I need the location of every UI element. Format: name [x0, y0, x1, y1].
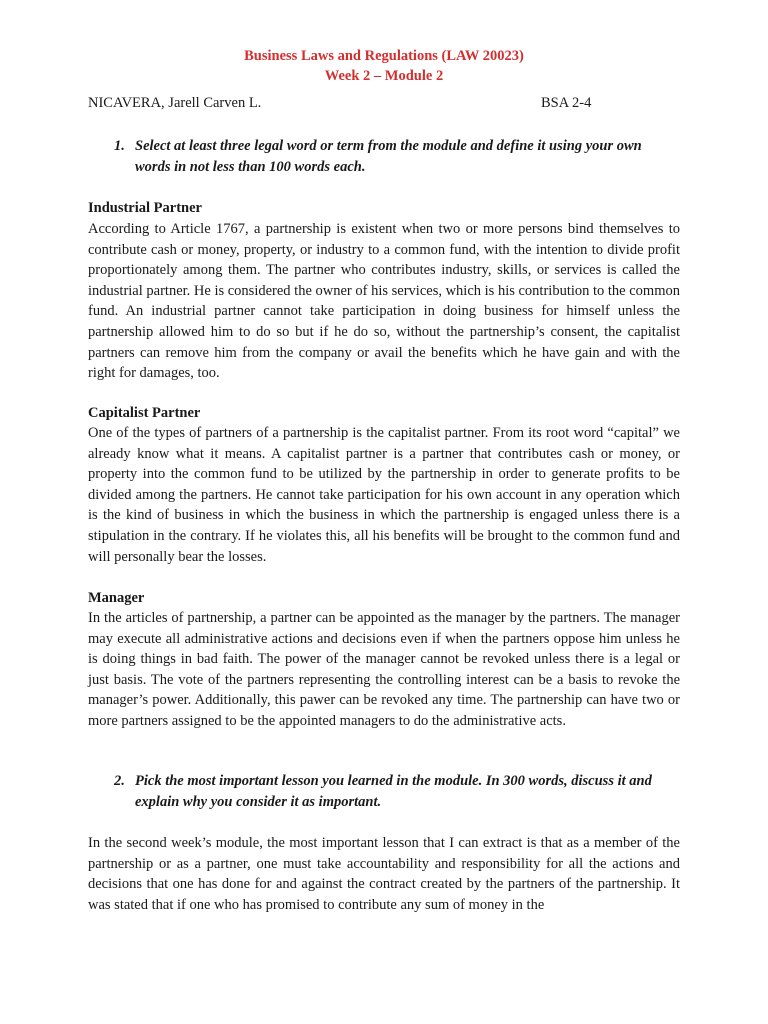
- question-2: [88, 771, 680, 813]
- student-name: NICAVERA, Jarell Carven L.: [88, 95, 262, 111]
- question-text: Select at least three legal word or term from the module and define it using your own words in not less than 100 words each.: [135, 138, 642, 175]
- question-number: 1.: [114, 138, 125, 154]
- course-title: Business Laws and Regulations (LAW 20023): [244, 48, 524, 64]
- module-title: Week 2 – Module 2: [324, 68, 444, 84]
- question-1: [88, 136, 680, 178]
- term-definition-capitalist-partner: One of the types of partners of a partnership is the capitalist partner. From its root word “capital” we already know what it means. A capitalist partner is a partner that contributes cash or money, or property into the common fund to be utilized by the partnership in order to generate profits to be divided among the partners. He cannot take participation for his own account in any operation which is the kind of business in which the business in which the partnership is engaged unless there is a stipulation in the contrary. If he violates this, all his benefits will be brought to the common fund and will personally bear the losses.: [88, 425, 680, 565]
- student-section: BSA 2-4: [541, 95, 592, 111]
- term-definition-industrial-partner: According to Article 1767, a partnership is existent when two or more persons bind themselves to contribute cash or money, property, or industry to a common fund, with the intention to divide profit proportionately among them. The partner who contributes industry, skills, or services is called the industrial partner. He is considered the owner of his services, which is his contribution to the common fund. An industrial partner cannot take participation in doing business for himself unless the partnership allowed him to do so but if he do so, without the partnership’s consent, the capitalist partners can remove him from the company or avail the benefits which he have gain and with the right for damages, too.: [88, 221, 680, 382]
- document-header: [0, 46, 768, 86]
- term-heading-industrial-partner: Industrial Partner: [88, 200, 202, 216]
- question-text: Pick the most important lesson you learned in the module. In 300 words, discuss it and explain why you consider it as important.: [135, 773, 652, 810]
- term-heading-capitalist-partner: Capitalist Partner: [88, 405, 201, 421]
- term-heading-manager: Manager: [88, 590, 145, 606]
- term-definition-manager: In the articles of partnership, a partner can be appointed as the manager by the partners. The manager may execute all administrative actions and decisions even if when the partners oppose him unless he is doing things in bad faith. The power of the manager cannot be revoked unless there is a legal or just basis. The vote of the partners representing the controlling interest can be a basis to revoke the manager’s power. Additionally, this pawer can be revoked any time. The partnership can have two or more partners assigned to be the appointed managers to do the administrative acts.: [88, 610, 680, 729]
- question-number: 2.: [114, 773, 125, 789]
- lesson-paragraph: In the second week’s module, the most important lesson that I can extract is that as a member of the partnership or as a partner, one must take accountability and responsibility for all the actions and decisions that one has done for and against the contract created by the partners of the partnership. It was stated that if one who has promised to contribute any sum of money in the: [88, 835, 680, 913]
